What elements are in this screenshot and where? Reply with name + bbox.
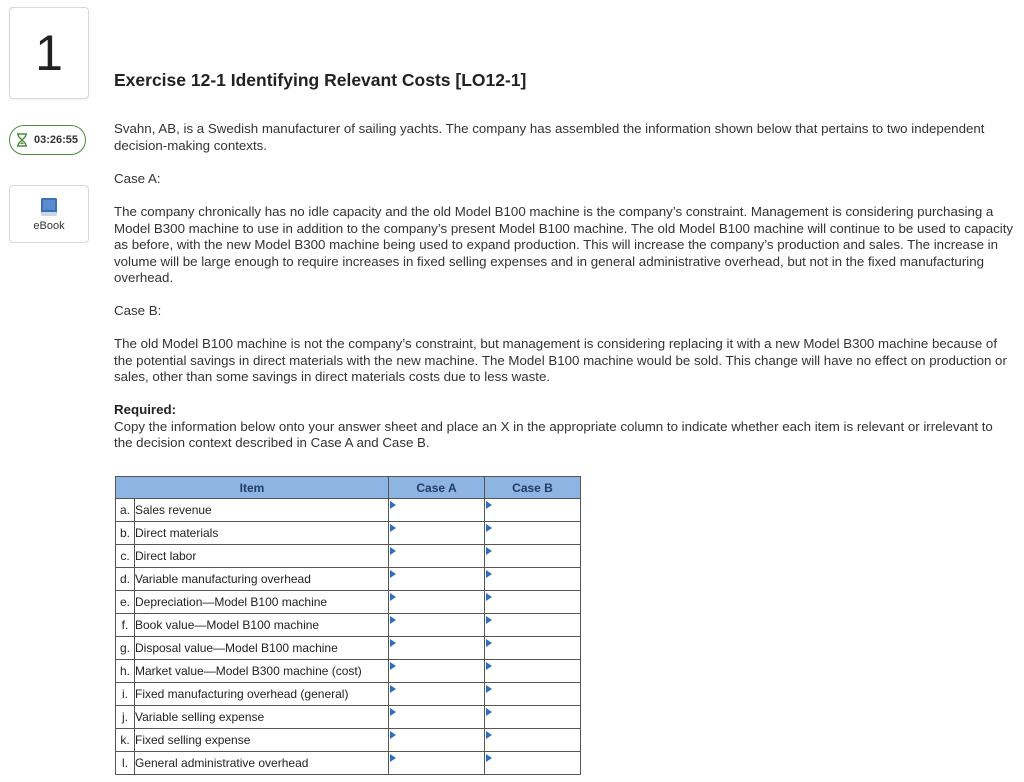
- table-row: [116, 729, 581, 752]
- row-item: Fixed selling expense: [135, 729, 389, 752]
- case-b-dropdown[interactable]: [485, 637, 581, 660]
- case-b-dropdown[interactable]: [485, 729, 581, 752]
- row-letter: c.: [116, 545, 135, 568]
- required-text: Copy the information below onto your answer sheet and place an X in the appropriate column to indicate whether each item is relevant or irrelevant to the decision context described in Case A and Case B.: [114, 418, 993, 450]
- required-section: [114, 402, 1014, 452]
- case-a-dropdown[interactable]: [389, 660, 485, 683]
- case-a-dropdown[interactable]: [389, 545, 485, 568]
- case-b-dropdown[interactable]: [485, 706, 581, 729]
- row-letter: f.: [116, 614, 135, 637]
- ebook-button[interactable]: [9, 185, 89, 243]
- table-row: [116, 706, 581, 729]
- case-a-text: The company chronically has no idle capacity and the old Model B100 machine is the company’s constraint. Management is considering purchasing a Model B300 machine to use in addition to the company’s present Model B100 machine. The old Model B100 machine will continue to be used to capacity as before, with the new Model B300 machine being used to expand production. This will increase the company’s production and sales. The increase in volume will be large enough to require increases in fixed selling expenses and in general administrative overhead, but not in the fixed manufacturing overhead.: [114, 204, 1014, 285]
- dropdown-arrow-icon: [390, 639, 396, 647]
- case-a-dropdown[interactable]: [389, 729, 485, 752]
- case-b-dropdown[interactable]: [485, 499, 581, 522]
- case-b-dropdown[interactable]: [485, 568, 581, 591]
- question-number: 1: [9, 7, 89, 99]
- row-item: General administrative overhead: [135, 752, 389, 775]
- case-b-dropdown[interactable]: [485, 591, 581, 614]
- timer-value: 03:26:55: [34, 134, 79, 146]
- row-letter: a.: [116, 499, 135, 522]
- dropdown-arrow-icon: [486, 547, 492, 555]
- case-a-dropdown[interactable]: [389, 568, 485, 591]
- row-item: Sales revenue: [135, 499, 389, 522]
- dropdown-arrow-icon: [390, 616, 396, 624]
- dropdown-arrow-icon: [486, 708, 492, 716]
- dropdown-arrow-icon: [486, 570, 492, 578]
- case-b-dropdown[interactable]: [485, 545, 581, 568]
- row-item: Direct labor: [135, 545, 389, 568]
- row-item: Variable selling expense: [135, 706, 389, 729]
- row-letter: i.: [116, 683, 135, 706]
- row-item: Disposal value—Model B100 machine: [135, 637, 389, 660]
- table-row: [116, 752, 581, 775]
- table-row: [116, 637, 581, 660]
- case-a-dropdown[interactable]: [389, 683, 485, 706]
- dropdown-arrow-icon: [486, 662, 492, 670]
- table-row: [116, 545, 581, 568]
- book-icon: [40, 197, 58, 217]
- case-a-dropdown[interactable]: [389, 706, 485, 729]
- case-a-heading: Case A:: [114, 171, 161, 186]
- row-letter: k.: [116, 729, 135, 752]
- dropdown-arrow-icon: [390, 593, 396, 601]
- ebook-label: eBook: [33, 219, 65, 232]
- hourglass-icon: [16, 133, 28, 147]
- dropdown-arrow-icon: [486, 593, 492, 601]
- header-item: Item: [116, 477, 389, 499]
- case-b-dropdown[interactable]: [485, 614, 581, 637]
- row-letter: b.: [116, 522, 135, 545]
- intro-text: Svahn, AB, is a Swedish manufacturer of sailing yachts. The company has assembled the information shown below that pertains to two independent decision-making contexts.: [114, 121, 985, 153]
- table-row: [116, 660, 581, 683]
- row-letter: g.: [116, 637, 135, 660]
- row-item: Direct materials: [135, 522, 389, 545]
- row-item: Fixed manufacturing overhead (general): [135, 683, 389, 706]
- dropdown-arrow-icon: [390, 501, 396, 509]
- header-case-b: Case B: [485, 477, 581, 499]
- exercise-title: Exercise 12-1 Identifying Relevant Costs [LO12-1]: [114, 70, 527, 90]
- dropdown-arrow-icon: [390, 708, 396, 716]
- timer[interactable]: [9, 125, 86, 155]
- dropdown-arrow-icon: [390, 754, 396, 762]
- case-b-dropdown[interactable]: [485, 752, 581, 775]
- row-letter: h.: [116, 660, 135, 683]
- dropdown-arrow-icon: [486, 731, 492, 739]
- dropdown-arrow-icon: [486, 524, 492, 532]
- dropdown-arrow-icon: [390, 547, 396, 555]
- row-letter: e.: [116, 591, 135, 614]
- row-letter: l.: [116, 752, 135, 775]
- dropdown-arrow-icon: [390, 685, 396, 693]
- answer-table: [115, 476, 581, 775]
- case-a-dropdown[interactable]: [389, 522, 485, 545]
- table-row: [116, 591, 581, 614]
- row-letter: j.: [116, 706, 135, 729]
- table-header-row: [116, 477, 581, 499]
- dropdown-arrow-icon: [390, 570, 396, 578]
- case-a-dropdown[interactable]: [389, 637, 485, 660]
- case-b-dropdown[interactable]: [485, 522, 581, 545]
- dropdown-arrow-icon: [486, 501, 492, 509]
- case-a-dropdown[interactable]: [389, 591, 485, 614]
- table-row: [116, 522, 581, 545]
- row-item: Market value—Model B300 machine (cost): [135, 660, 389, 683]
- table-row: [116, 499, 581, 522]
- case-b-dropdown[interactable]: [485, 683, 581, 706]
- row-item: Variable manufacturing overhead: [135, 568, 389, 591]
- dropdown-arrow-icon: [486, 754, 492, 762]
- dropdown-arrow-icon: [390, 524, 396, 532]
- dropdown-arrow-icon: [390, 662, 396, 670]
- dropdown-arrow-icon: [486, 639, 492, 647]
- table-row: [116, 568, 581, 591]
- case-a-dropdown[interactable]: [389, 499, 485, 522]
- table-row: [116, 614, 581, 637]
- dropdown-arrow-icon: [390, 731, 396, 739]
- header-case-a: Case A: [389, 477, 485, 499]
- row-letter: d.: [116, 568, 135, 591]
- case-b-dropdown[interactable]: [485, 660, 581, 683]
- case-a-dropdown[interactable]: [389, 752, 485, 775]
- required-label: Required:: [114, 402, 177, 417]
- dropdown-arrow-icon: [486, 616, 492, 624]
- dropdown-arrow-icon: [486, 685, 492, 693]
- table-row: [116, 683, 581, 706]
- case-a-dropdown[interactable]: [389, 614, 485, 637]
- case-b-heading: Case B:: [114, 303, 162, 318]
- row-item: Book value—Model B100 machine: [135, 614, 389, 637]
- case-b-text: The old Model B100 machine is not the company’s constraint, but management is considering replacing it with a new Model B300 machine because of the potential savings in direct materials with the new machine. The Model B100 machine would be sold. This change will have no effect on production or sales, other than some savings in direct materials costs due to less waste.: [114, 336, 1007, 384]
- row-item: Depreciation—Model B100 machine: [135, 591, 389, 614]
